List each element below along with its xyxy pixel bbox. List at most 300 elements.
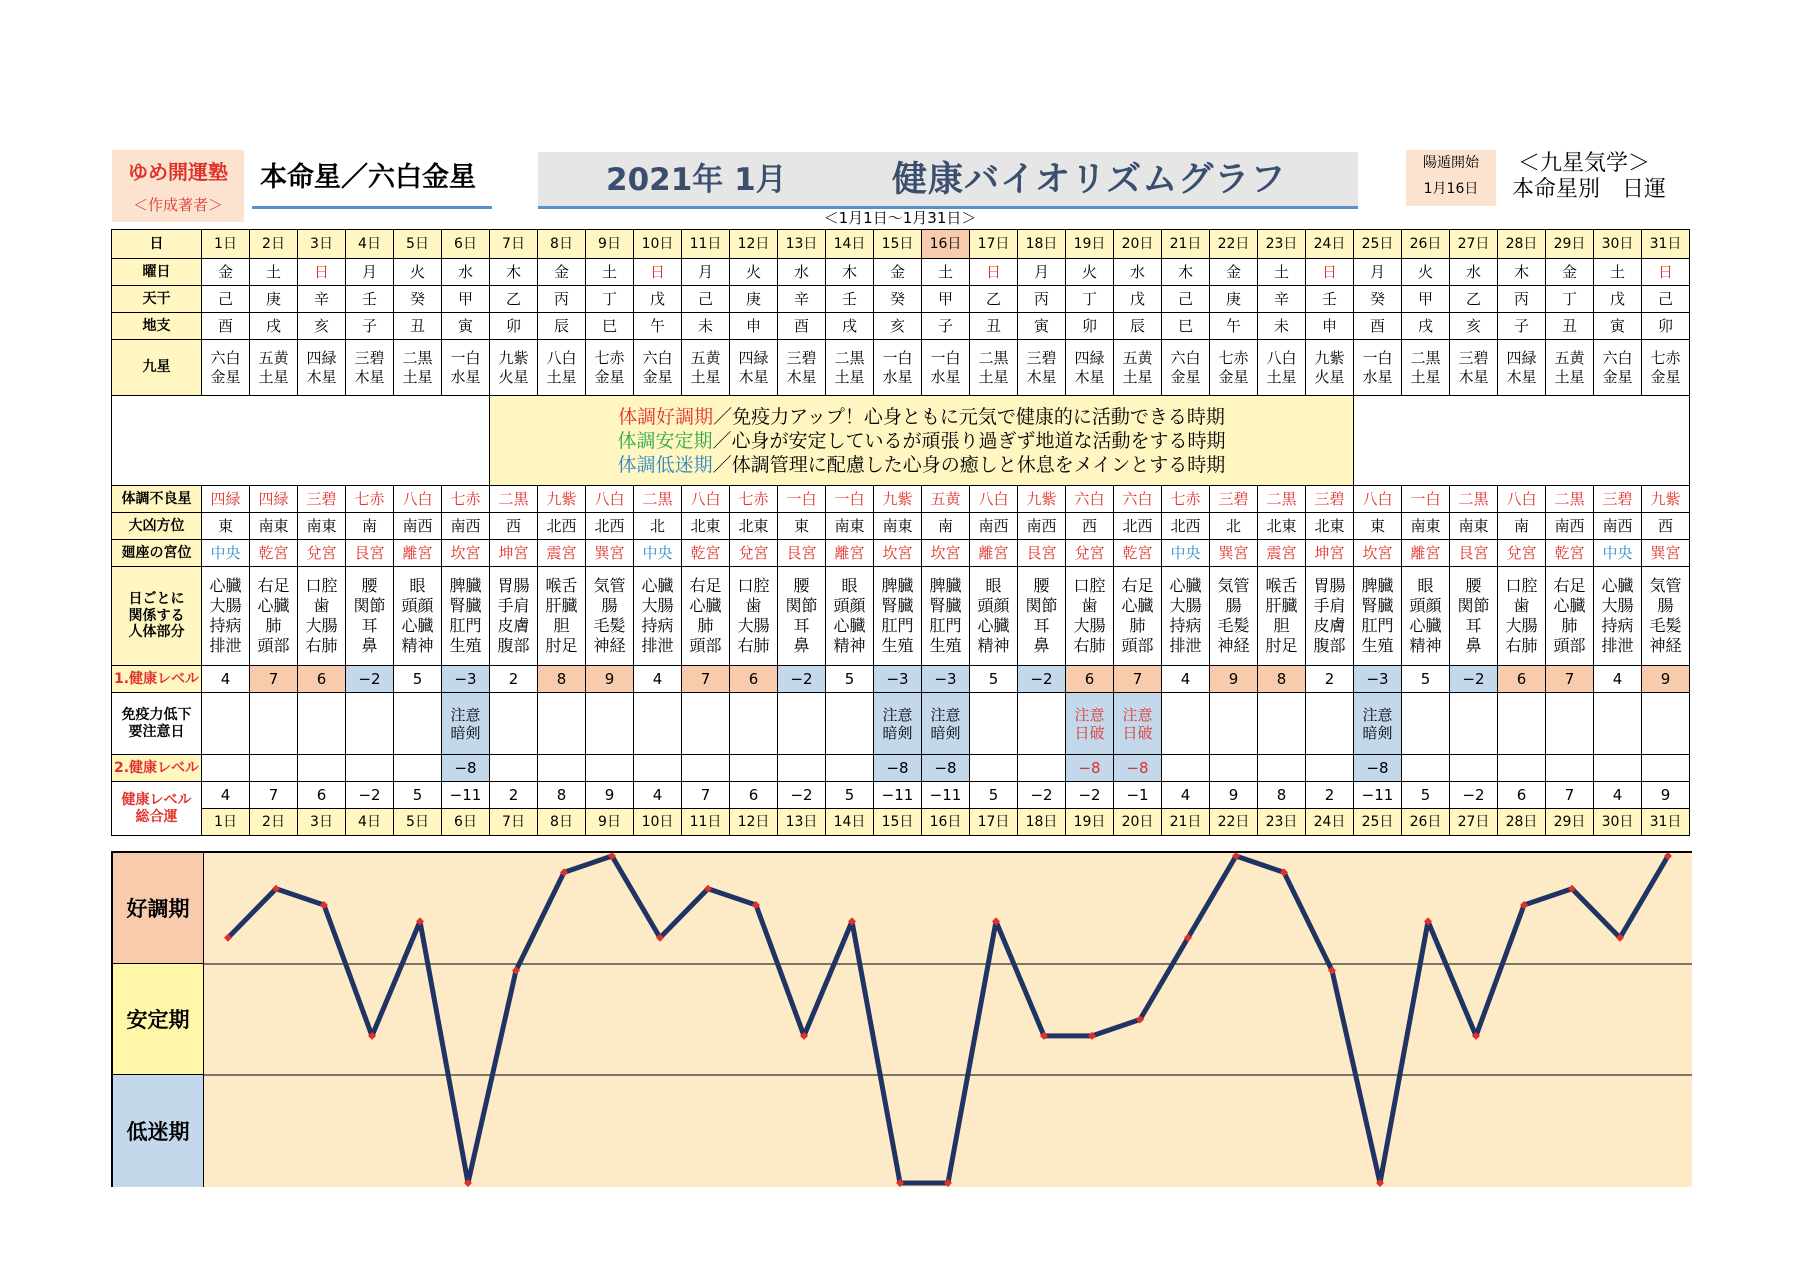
bad-star-cell	[1498, 486, 1546, 513]
kyusei-cell-text: 土星	[1122, 367, 1153, 386]
tenkan-cell-text: 辛	[793, 290, 809, 308]
day-cell-text: 17日	[977, 235, 1010, 252]
health2-cell	[682, 755, 730, 782]
tenkan-cell-text: 戊	[1609, 290, 1625, 308]
health1-cell-text: 4	[652, 670, 663, 688]
direction-cell	[202, 513, 250, 540]
direction-cell-text: 南東	[1410, 517, 1441, 535]
kyusei-cell-text: 金星	[1170, 367, 1201, 386]
caution-cell-text: 暗剣	[1362, 723, 1393, 742]
chishi-cell-text: 子	[361, 317, 377, 335]
direction-cell-text: 南	[361, 517, 377, 535]
chishi-cell-text: 戌	[1417, 317, 1433, 335]
day-cell-bottom	[586, 809, 634, 836]
direction-cell-text: 南東	[1458, 517, 1489, 535]
weekday-cell-text: 日	[1657, 263, 1673, 281]
kyusei-cell	[634, 340, 682, 396]
kyusei-row	[112, 340, 1690, 396]
weekday-cell-text: 金	[889, 263, 905, 281]
total-cell	[298, 782, 346, 809]
direction-cell	[490, 513, 538, 540]
day-cell-text: 3日	[310, 235, 333, 252]
body-cell	[1498, 567, 1546, 666]
chishi-cell	[490, 313, 538, 340]
day-cell-bottom	[1114, 809, 1162, 836]
total-cell-text: 4	[220, 786, 231, 804]
health2-cell	[1210, 755, 1258, 782]
day-cell-bottom-text: 9日	[598, 813, 621, 830]
body-cell	[1066, 567, 1114, 666]
body-cell-text: 生殖	[929, 636, 962, 655]
palace-cell	[1018, 540, 1066, 567]
health1-cell-text: 9	[1660, 670, 1671, 688]
tenkan-cell	[442, 286, 490, 313]
total-cell	[1402, 782, 1450, 809]
kyusei-cell-text: 四緑	[738, 348, 769, 367]
total-cell	[826, 782, 874, 809]
body-cell-text: 心臓	[1601, 576, 1634, 595]
chishi-cell-text: 午	[649, 317, 665, 335]
body-cell-text: 口腔	[1505, 576, 1538, 595]
body-cell-text: 生殖	[881, 636, 914, 655]
day-cell-bottom	[634, 809, 682, 836]
direction-cell-text: 南東	[834, 517, 865, 535]
kyusei-cell-text: 三碧	[786, 348, 817, 367]
total-cell	[394, 782, 442, 809]
chishi-cell-text: 子	[937, 317, 953, 335]
day-cell-bottom	[298, 809, 346, 836]
weekday-cell	[874, 259, 922, 286]
tenkan-cell-text: 乙	[1465, 290, 1481, 308]
health2-cell	[202, 755, 250, 782]
day-cell-bottom	[1498, 809, 1546, 836]
total-cell	[1210, 782, 1258, 809]
body-cell-text: 口腔	[305, 576, 338, 595]
bad-star-cell	[394, 486, 442, 513]
day-cell-bottom	[1258, 809, 1306, 836]
kyusei-cell	[1114, 340, 1162, 396]
palace-cell	[1066, 540, 1114, 567]
weekday-cell	[1258, 259, 1306, 286]
day-cell-text: 22日	[1217, 235, 1250, 252]
direction-cell	[1402, 513, 1450, 540]
health2-cell	[1642, 755, 1690, 782]
palace-cell-text: 艮宮	[786, 544, 817, 562]
chishi-cell	[970, 313, 1018, 340]
total-cell	[202, 782, 250, 809]
body-cell	[730, 567, 778, 666]
kyusei-cell-text: 土星	[258, 367, 289, 386]
yoton-label: 陽遁開始	[1423, 155, 1479, 171]
kyusei-cell-text: 二黒	[1410, 348, 1441, 367]
palace-cell-text: 坤宮	[1314, 544, 1345, 562]
direction-cell-text: 北	[649, 517, 665, 535]
health1-cell-text: 4	[220, 670, 231, 688]
tenkan-cell-text: 丁	[1561, 290, 1577, 308]
day-cell-bottom-text: 1日	[214, 813, 237, 830]
caution-cell	[442, 693, 490, 755]
bad-star-cell-text: 六白	[1074, 490, 1105, 508]
body-cell-text: 頭部	[1553, 636, 1586, 655]
day-cell-text: 8日	[550, 235, 573, 252]
tenkan-cell-text: 壬	[1321, 290, 1337, 308]
palace-cell	[1498, 540, 1546, 567]
health1-cell-text: 6	[748, 670, 759, 688]
bad-star-cell-text: 七赤	[450, 490, 481, 508]
weekday-cell	[394, 259, 442, 286]
day-cell	[874, 230, 922, 259]
caution-label-text: 要注意日	[128, 723, 185, 740]
body-cell-text: 腰	[1465, 576, 1482, 595]
body-cell	[346, 567, 394, 666]
palace-cell-text: 艮宮	[354, 544, 385, 562]
body-cell-text: 肺	[697, 616, 714, 635]
bad-star-cell-text: 八白	[1362, 490, 1393, 508]
bad-star-cell	[586, 486, 634, 513]
kyusei-cell-text: 七赤	[1218, 348, 1249, 367]
bad-star-cell-text: 二黒	[1266, 490, 1297, 508]
kyusei-cell	[1162, 340, 1210, 396]
kyusei-cell-text: 三碧	[354, 348, 385, 367]
weekday-cell-text: 木	[505, 263, 521, 281]
chishi-cell	[1402, 313, 1450, 340]
day-cell-bottom-text: 17日	[977, 813, 1010, 830]
total-cell	[1594, 782, 1642, 809]
body-cell-text: 脾臓	[929, 576, 962, 595]
total-cell	[586, 782, 634, 809]
tenkan-cell-text: 癸	[409, 290, 425, 308]
kyusei-cell	[1066, 340, 1114, 396]
day-cell	[1402, 230, 1450, 259]
health2-cell	[442, 755, 490, 782]
body-cell	[1594, 567, 1642, 666]
tenkan-cell	[1594, 286, 1642, 313]
kyusei-cell	[874, 340, 922, 396]
palace-cell-text: 兌宮	[306, 544, 337, 562]
body-cell-text: 排泄	[1601, 636, 1634, 655]
kyusei-cell-text: 金星	[594, 367, 625, 386]
body-cell-text: 右肺	[305, 636, 338, 655]
health2-cell	[1402, 755, 1450, 782]
total-cell	[874, 782, 922, 809]
health1-cell-text: 6	[316, 670, 327, 688]
direction-cell-text: 南西	[450, 517, 481, 535]
direction-cell-text: 西	[1081, 517, 1097, 535]
day-cell-text: 20日	[1121, 235, 1154, 252]
health1-cell-text: 7	[1564, 670, 1575, 688]
body-cell-text: 腰	[793, 576, 810, 595]
palace-cell	[730, 540, 778, 567]
legend-box	[490, 396, 1354, 486]
bad-star-cell	[1402, 486, 1450, 513]
total-cell-text: 4	[1612, 786, 1623, 804]
chishi-cell	[586, 313, 634, 340]
health1-cell-text: −3	[886, 670, 909, 688]
body-cell-text: 頭部	[257, 636, 290, 655]
page-title-year: 2021年 1月	[606, 162, 787, 198]
day-label-text: 日	[149, 235, 164, 252]
health1-cell	[1210, 666, 1258, 693]
health1-cell-text: −2	[1030, 670, 1053, 688]
body-cell-text: 関節	[1025, 596, 1058, 615]
weekday-cell	[346, 259, 394, 286]
health2-cell	[586, 755, 634, 782]
chishi-row	[112, 313, 1690, 340]
health1-row	[112, 666, 1690, 693]
tenkan-cell-text: 壬	[841, 290, 857, 308]
body-cell	[1354, 567, 1402, 666]
kyusei-cell-text: 八白	[546, 348, 577, 367]
day-cell-bottom-text: 31日	[1649, 813, 1682, 830]
tenkan-cell-text: 己	[1657, 290, 1673, 308]
day-cell-bottom-text: 28日	[1505, 813, 1538, 830]
bad-star-cell	[1450, 486, 1498, 513]
health1-cell	[202, 666, 250, 693]
direction-cell	[1642, 513, 1690, 540]
day-cell	[1114, 230, 1162, 259]
caution-cell-text: 注意	[1122, 705, 1153, 724]
tenkan-label-text: 天干	[142, 290, 171, 307]
total-cell-text: 9	[1660, 786, 1671, 804]
body-cell-text: 眼	[985, 576, 1002, 595]
total-cell-text: 2	[1324, 786, 1335, 804]
body-cell-text: 胃腸	[497, 576, 530, 595]
total-cell	[634, 782, 682, 809]
kyusei-cell	[586, 340, 634, 396]
direction-cell-text: 北	[1225, 517, 1241, 535]
tenkan-cell	[874, 286, 922, 313]
kyusei-cell	[826, 340, 874, 396]
weekday-cell	[442, 259, 490, 286]
direction-cell	[586, 513, 634, 540]
day-cell-bottom-text: 5日	[406, 813, 429, 830]
tenkan-cell-text: 癸	[1369, 290, 1385, 308]
day-cell-bottom-text: 6日	[454, 813, 477, 830]
total-cell-text: 4	[652, 786, 663, 804]
tenkan-cell	[970, 286, 1018, 313]
palace-cell-text: 中央	[1170, 544, 1201, 562]
body-cell-text: 肝臓	[1265, 596, 1298, 615]
total-cell-text: −2	[358, 786, 381, 804]
kyusei-cell	[1402, 340, 1450, 396]
body-cell	[1114, 567, 1162, 666]
health2-cell	[490, 755, 538, 782]
day-cell-bottom	[1018, 809, 1066, 836]
kyusei-cell-text: 九紫	[498, 348, 529, 367]
weekday-cell-text: 日	[1321, 263, 1337, 281]
total-cell-text: 6	[748, 786, 759, 804]
body-cell-text: 歯	[745, 596, 762, 615]
health2-cell	[970, 755, 1018, 782]
palace-cell	[634, 540, 682, 567]
kyusei-cell-text: 四緑	[1074, 348, 1105, 367]
chishi-cell	[442, 313, 490, 340]
kyusei-cell-text: 土星	[834, 367, 865, 386]
chishi-cell	[1306, 313, 1354, 340]
palace-cell-text: 乾宮	[690, 544, 721, 562]
health1-cell	[922, 666, 970, 693]
bad-star-cell-text: 九紫	[546, 490, 577, 508]
body-cell-text: 喉舌	[1265, 576, 1298, 595]
health2-cell	[346, 755, 394, 782]
palace-cell-text: 中央	[1602, 544, 1633, 562]
direction-cell-text: 東	[217, 517, 233, 535]
bad-star-cell-text: 一白	[786, 490, 817, 508]
total-cell-text: 7	[1564, 786, 1575, 804]
body-cell-text: 脾臓	[449, 576, 482, 595]
kyusei-cell	[1354, 340, 1402, 396]
kyusei-cell	[1642, 340, 1690, 396]
total-cell-text: −11	[1361, 786, 1394, 804]
body-cell-text: 鼻	[361, 636, 378, 655]
bad-star-cell-text: 八白	[1506, 490, 1537, 508]
total-cell	[1162, 782, 1210, 809]
day-cell	[970, 230, 1018, 259]
weekday-cell	[1306, 259, 1354, 286]
total-cell-text: −11	[929, 786, 962, 804]
body-cell-text: 心臓	[1553, 596, 1586, 615]
body-cell	[634, 567, 682, 666]
kyusei-cell	[730, 340, 778, 396]
bad-star-cell-text: 四緑	[258, 490, 289, 508]
total-cell	[1114, 782, 1162, 809]
health2-cell	[730, 755, 778, 782]
day-cell-bottom-text: 7日	[502, 813, 525, 830]
kyusei-cell	[490, 340, 538, 396]
day-cell-text: 15日	[881, 235, 914, 252]
chishi-cell-text: 午	[1225, 317, 1241, 335]
weekday-label-text: 曜日	[142, 263, 171, 280]
chishi-cell-text: 酉	[1369, 317, 1385, 335]
health1-cell	[1306, 666, 1354, 693]
body-cell	[1306, 567, 1354, 666]
body-cell-text: 排泄	[1169, 636, 1202, 655]
palace-cell-text: 坎宮	[882, 544, 913, 562]
total-cell	[970, 782, 1018, 809]
weekday-cell	[1210, 259, 1258, 286]
weekday-cell-text: 金	[217, 263, 233, 281]
direction-label	[112, 513, 202, 540]
weekday-cell	[1594, 259, 1642, 286]
total-cell-text: −1	[1126, 786, 1149, 804]
chishi-cell	[874, 313, 922, 340]
health1-cell	[1354, 666, 1402, 693]
body-cell-text: 肺	[265, 616, 282, 635]
total-cell-text: 9	[1228, 786, 1239, 804]
weekday-cell-text: 金	[1561, 263, 1577, 281]
body-cell-text: 腹部	[1313, 636, 1346, 655]
palace-cell-text: 兌宮	[1074, 544, 1105, 562]
chishi-cell-text: 辰	[553, 317, 569, 335]
body-cell-text: 排泄	[209, 636, 242, 655]
weekday-cell-text: 金	[553, 263, 569, 281]
body-cell-text: 耳	[793, 616, 810, 635]
health1-cell	[1258, 666, 1306, 693]
health2-cell-text: −8	[454, 759, 477, 777]
chishi-cell-text: 巳	[1177, 317, 1193, 335]
health1-cell	[1162, 666, 1210, 693]
health1-cell	[1450, 666, 1498, 693]
chishi-cell	[1018, 313, 1066, 340]
caution-cell	[682, 693, 730, 755]
palace-cell	[826, 540, 874, 567]
caution-cell-text: 暗剣	[930, 723, 961, 742]
band-label-good: 好調期	[113, 853, 204, 964]
kyusei-cell-text: 一白	[882, 348, 913, 367]
direction-cell	[298, 513, 346, 540]
band-label-stable: 安定期	[113, 964, 204, 1075]
bad-star-cell	[250, 486, 298, 513]
body-cell	[442, 567, 490, 666]
caution-cell	[778, 693, 826, 755]
kyusei-cell	[346, 340, 394, 396]
total-cell	[778, 782, 826, 809]
legend-good-term: 体調好調期	[618, 405, 714, 428]
legend-blank-right	[1354, 396, 1690, 486]
bad-star-row	[112, 486, 1690, 513]
bad-star-cell-text: 二黒	[1554, 490, 1585, 508]
health2-cell-text: −8	[886, 759, 909, 777]
tenkan-cell-text: 庚	[745, 290, 761, 308]
day-cell-bottom	[922, 809, 970, 836]
health2-cell	[922, 755, 970, 782]
total-row	[112, 782, 1690, 809]
palace-cell-text: 乾宮	[1122, 544, 1153, 562]
legend-stable-term: 体調安定期	[617, 429, 713, 452]
weekday-cell	[1066, 259, 1114, 286]
direction-cell-text: 西	[505, 517, 521, 535]
body-cell-text: 心臓	[257, 596, 290, 615]
body-cell-text: 毛髪	[593, 616, 626, 635]
body-label	[112, 567, 202, 666]
tenkan-cell-text: 丁	[601, 290, 617, 308]
day-cell-bottom-text: 24日	[1313, 813, 1346, 830]
weekday-cell	[682, 259, 730, 286]
bad-star-cell-text: 八白	[978, 490, 1009, 508]
health1-cell	[346, 666, 394, 693]
direction-cell-text: 南西	[978, 517, 1009, 535]
day-cell	[1642, 230, 1690, 259]
tenkan-cell-text: 甲	[457, 290, 473, 308]
body-cell-text: 腰	[361, 576, 378, 595]
chishi-cell-text: 丑	[985, 317, 1001, 335]
weekday-row	[112, 259, 1690, 286]
day-cell-text: 14日	[833, 235, 866, 252]
health1-cell-text: 7	[700, 670, 711, 688]
kyusei-cell	[970, 340, 1018, 396]
body-cell-text: 頭顔	[833, 596, 866, 615]
weekday-cell	[1450, 259, 1498, 286]
tenkan-cell	[394, 286, 442, 313]
body-cell-text: 生殖	[449, 636, 482, 655]
legend-low-term: 体調低迷期	[617, 453, 713, 476]
direction-cell-text: 北西	[594, 517, 625, 535]
total-cell	[346, 782, 394, 809]
chishi-cell-text: 卯	[1657, 317, 1673, 335]
kyusei-cell-text: 二黒	[978, 348, 1009, 367]
kyusei-cell-text: 六白	[642, 348, 673, 367]
weekday-cell	[1498, 259, 1546, 286]
day-cell	[250, 230, 298, 259]
caution-label	[112, 693, 202, 755]
body-cell-text: 心臓	[1169, 576, 1202, 595]
day-cell-text: 24日	[1313, 235, 1346, 252]
body-cell-text: 肘足	[545, 636, 578, 655]
bad-star-cell	[970, 486, 1018, 513]
health1-cell	[1018, 666, 1066, 693]
bad-star-cell-text: 八白	[402, 490, 433, 508]
palace-cell	[1306, 540, 1354, 567]
